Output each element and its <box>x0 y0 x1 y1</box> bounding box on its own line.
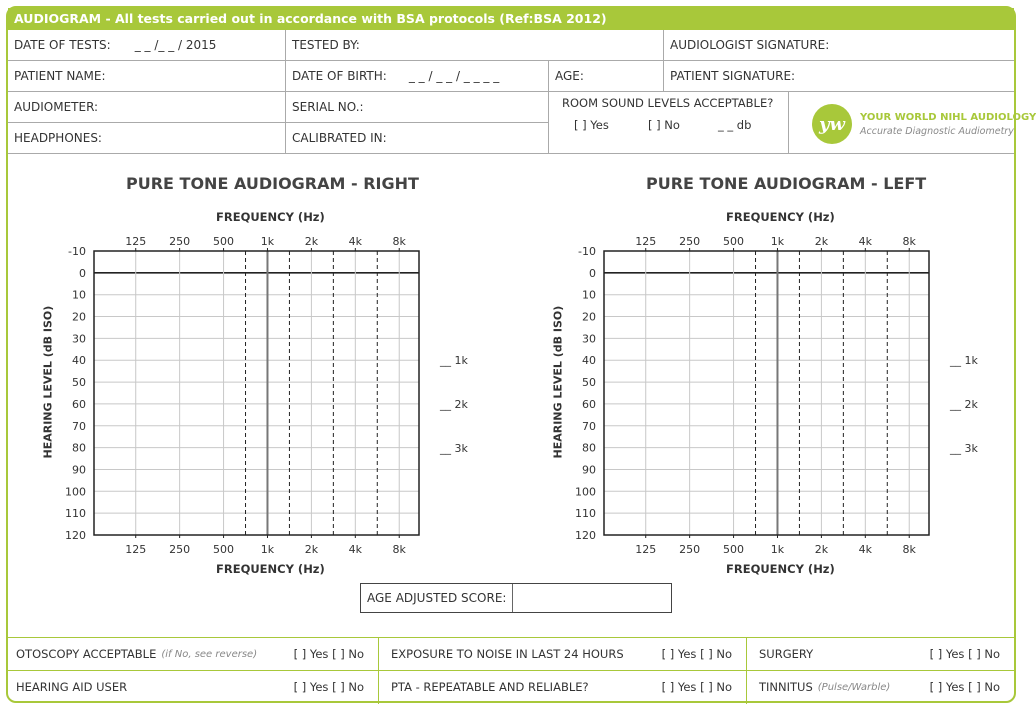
age-adjusted-score-box <box>360 583 672 613</box>
y-tick-left-90: 90 <box>582 463 596 477</box>
otoscopy-label: OTOSCOPY ACCEPTABLE <box>16 647 157 661</box>
x-tick-top-left-250: 250 <box>679 235 701 248</box>
x-tick-top-right-125: 125 <box>125 235 147 248</box>
x-tick-bottom-left-2k: 2k <box>814 543 829 556</box>
y-tick-right-80: 80 <box>72 441 86 455</box>
date-of-birth-value: _ _ / _ _ / _ _ _ _ <box>408 69 500 83</box>
y-tick-left-0: 0 <box>589 266 596 280</box>
y-tick-left-50: 50 <box>582 376 596 390</box>
form-title: AUDIOGRAM - All tests carried out in accordance with BSA protocols (Ref:BSA 2012) <box>8 8 1014 30</box>
patient-name-label: PATIENT NAME: <box>14 69 106 83</box>
audiogram-form <box>6 6 1036 703</box>
age-adjusted-score-label: AGE ADJUSTED SCORE: <box>361 584 513 612</box>
x-tick-top-left-2k: 2k <box>814 235 829 248</box>
audiologist-signature-label: AUDIOLOGIST SIGNATURE: <box>670 38 830 52</box>
exposure-label: EXPOSURE TO NOISE IN LAST 24 HOURS <box>391 647 624 661</box>
x-tick-bottom-right-4k: 4k <box>348 543 363 556</box>
x-tick-top-right-4k: 4k <box>348 235 363 248</box>
x-axis-title-bottom-right: FREQUENCY (Hz) <box>216 562 325 576</box>
checks-col-divider-1 <box>378 638 379 704</box>
y-tick-right-50: 50 <box>72 376 86 390</box>
hearing-aid-label: HEARING AID USER <box>16 680 128 694</box>
x-tick-bottom-left-125: 125 <box>635 543 657 556</box>
tested-by-label: TESTED BY: <box>292 38 360 52</box>
calibrated-in-label: CALIBRATED IN: <box>292 131 387 145</box>
y-tick-right-10: 10 <box>72 288 86 302</box>
room-db-field[interactable]: _ _ db <box>718 118 752 132</box>
x-tick-top-left-500: 500 <box>723 235 745 248</box>
plot-border-right <box>94 251 419 535</box>
tinnitus-label: TINNITUS <box>759 680 813 694</box>
x-axis-title-top-right: FREQUENCY (Hz) <box>216 210 325 224</box>
x-axis-title-top-left: FREQUENCY (Hz) <box>726 210 835 224</box>
y-tick-left-70: 70 <box>582 419 596 433</box>
y-tick-left-80: 80 <box>582 441 596 455</box>
x-tick-top-right-500: 500 <box>213 235 235 248</box>
side-label-left-3k: __ 3k <box>950 442 978 455</box>
tinnitus-row <box>751 671 1014 703</box>
y-tick-left-100: 100 <box>575 485 596 499</box>
logo-name: YOUR WORLD NIHL AUDIOLOGY <box>860 112 1036 123</box>
side-label-left-1k: __ 1k <box>950 354 978 367</box>
otoscopy-note: (if No, see reverse) <box>161 648 258 660</box>
y-tick-right-30: 30 <box>72 332 86 346</box>
audiogram-plot-right[interactable] <box>8 8 528 608</box>
y-tick-right-90: 90 <box>72 463 86 477</box>
pta-label: PTA - REPEATABLE AND RELIABLE? <box>391 680 589 694</box>
y-tick-right-40: 40 <box>72 354 86 368</box>
y-tick-left-10: 10 <box>582 288 596 302</box>
pta-yes-no[interactable]: [ ] Yes [ ] No <box>661 680 732 694</box>
tinnitus-note: (Pulse/Warble) <box>817 681 891 693</box>
serial-no-label: SERIAL NO.: <box>292 100 364 114</box>
hearing-aid-yes-no[interactable]: [ ] Yes [ ] No <box>293 680 364 694</box>
side-label-right-1k: __ 1k <box>440 354 468 367</box>
x-tick-bottom-right-2k: 2k <box>304 543 319 556</box>
y-tick-right--10: -10 <box>68 245 86 258</box>
logo-tagline: Accurate Diagnostic Audiometry <box>860 126 1014 137</box>
surgery-label: SURGERY <box>759 647 814 661</box>
chart-title-right: PURE TONE AUDIOGRAM - RIGHT <box>126 174 419 193</box>
x-tick-bottom-left-250: 250 <box>679 543 701 556</box>
side-label-right-2k: __ 2k <box>440 398 468 411</box>
room-no-checkbox[interactable]: [ ] No <box>648 118 680 132</box>
date-of-tests-value: _ _ /_ _ / 2015 <box>134 38 217 52</box>
y-tick-left-110: 110 <box>575 507 596 521</box>
age-adjusted-score-input[interactable] <box>513 584 671 612</box>
surgery-yes-no[interactable]: [ ] Yes [ ] No <box>929 647 1000 661</box>
hearing-aid-row <box>8 671 378 703</box>
x-tick-top-left-4k: 4k <box>858 235 873 248</box>
x-tick-bottom-left-8k: 8k <box>902 543 916 556</box>
logo-mark: yw <box>812 104 852 144</box>
room-question-label: ROOM SOUND LEVELS ACCEPTABLE? <box>562 96 774 110</box>
x-tick-bottom-right-250: 250 <box>169 543 191 556</box>
x-axis-title-bottom-left: FREQUENCY (Hz) <box>726 562 835 576</box>
headphones-label: HEADPHONES: <box>14 131 102 145</box>
y-tick-left-40: 40 <box>582 354 596 368</box>
audiometer-label: AUDIOMETER: <box>14 100 99 114</box>
checks-section <box>8 637 1014 704</box>
age-label: AGE: <box>555 69 584 83</box>
y-tick-right-110: 110 <box>65 507 86 521</box>
x-tick-bottom-left-4k: 4k <box>858 543 873 556</box>
x-tick-top-right-1k: 1k <box>260 235 275 248</box>
side-label-left-2k: __ 2k <box>950 398 978 411</box>
audiogram-plot-left[interactable] <box>518 8 1018 608</box>
y-tick-left-120: 120 <box>575 529 596 542</box>
otoscopy-yes-no[interactable]: [ ] Yes [ ] No <box>293 647 364 661</box>
x-tick-top-right-250: 250 <box>169 235 191 248</box>
date-of-tests-label: DATE OF TESTS: <box>14 38 111 52</box>
plot-border-left <box>604 251 929 535</box>
surgery-row <box>751 638 1014 670</box>
room-yes-checkbox[interactable]: [ ] Yes <box>574 118 609 132</box>
exposure-yes-no[interactable]: [ ] Yes [ ] No <box>661 647 732 661</box>
y-tick-left-30: 30 <box>582 332 596 346</box>
y-tick-right-70: 70 <box>72 419 86 433</box>
x-tick-bottom-right-500: 500 <box>213 543 235 556</box>
patient-signature-label: PATIENT SIGNATURE: <box>670 69 796 83</box>
y-tick-right-120: 120 <box>65 529 86 542</box>
tinnitus-yes-no[interactable]: [ ] Yes [ ] No <box>929 680 1000 694</box>
exposure-row <box>383 638 746 670</box>
pta-row <box>383 671 746 703</box>
checks-col-divider-2 <box>746 638 747 704</box>
x-tick-bottom-right-1k: 1k <box>260 543 275 556</box>
x-tick-bottom-right-8k: 8k <box>392 543 406 556</box>
otoscopy-row <box>8 638 378 670</box>
x-tick-top-left-8k: 8k <box>902 235 916 248</box>
x-tick-top-right-8k: 8k <box>392 235 406 248</box>
y-tick-left-60: 60 <box>582 397 596 411</box>
date-of-birth-label: DATE OF BIRTH: <box>292 69 387 83</box>
y-tick-right-60: 60 <box>72 397 86 411</box>
y-tick-left-20: 20 <box>582 310 596 324</box>
x-tick-top-left-125: 125 <box>635 235 657 248</box>
side-label-right-3k: __ 3k <box>440 442 468 455</box>
y-tick-right-20: 20 <box>72 310 86 324</box>
y-tick-right-0: 0 <box>79 266 86 280</box>
x-tick-top-right-2k: 2k <box>304 235 319 248</box>
x-tick-bottom-right-125: 125 <box>125 543 147 556</box>
y-axis-title-left: HEARING LEVEL (dB ISO) <box>551 305 565 459</box>
x-tick-bottom-left-1k: 1k <box>770 543 785 556</box>
x-tick-bottom-left-500: 500 <box>723 543 745 556</box>
x-tick-top-left-1k: 1k <box>770 235 785 248</box>
chart-title-left: PURE TONE AUDIOGRAM - LEFT <box>646 174 927 193</box>
y-tick-left--10: -10 <box>578 245 596 258</box>
y-tick-right-100: 100 <box>65 485 86 499</box>
y-axis-title-right: HEARING LEVEL (dB ISO) <box>41 305 55 459</box>
